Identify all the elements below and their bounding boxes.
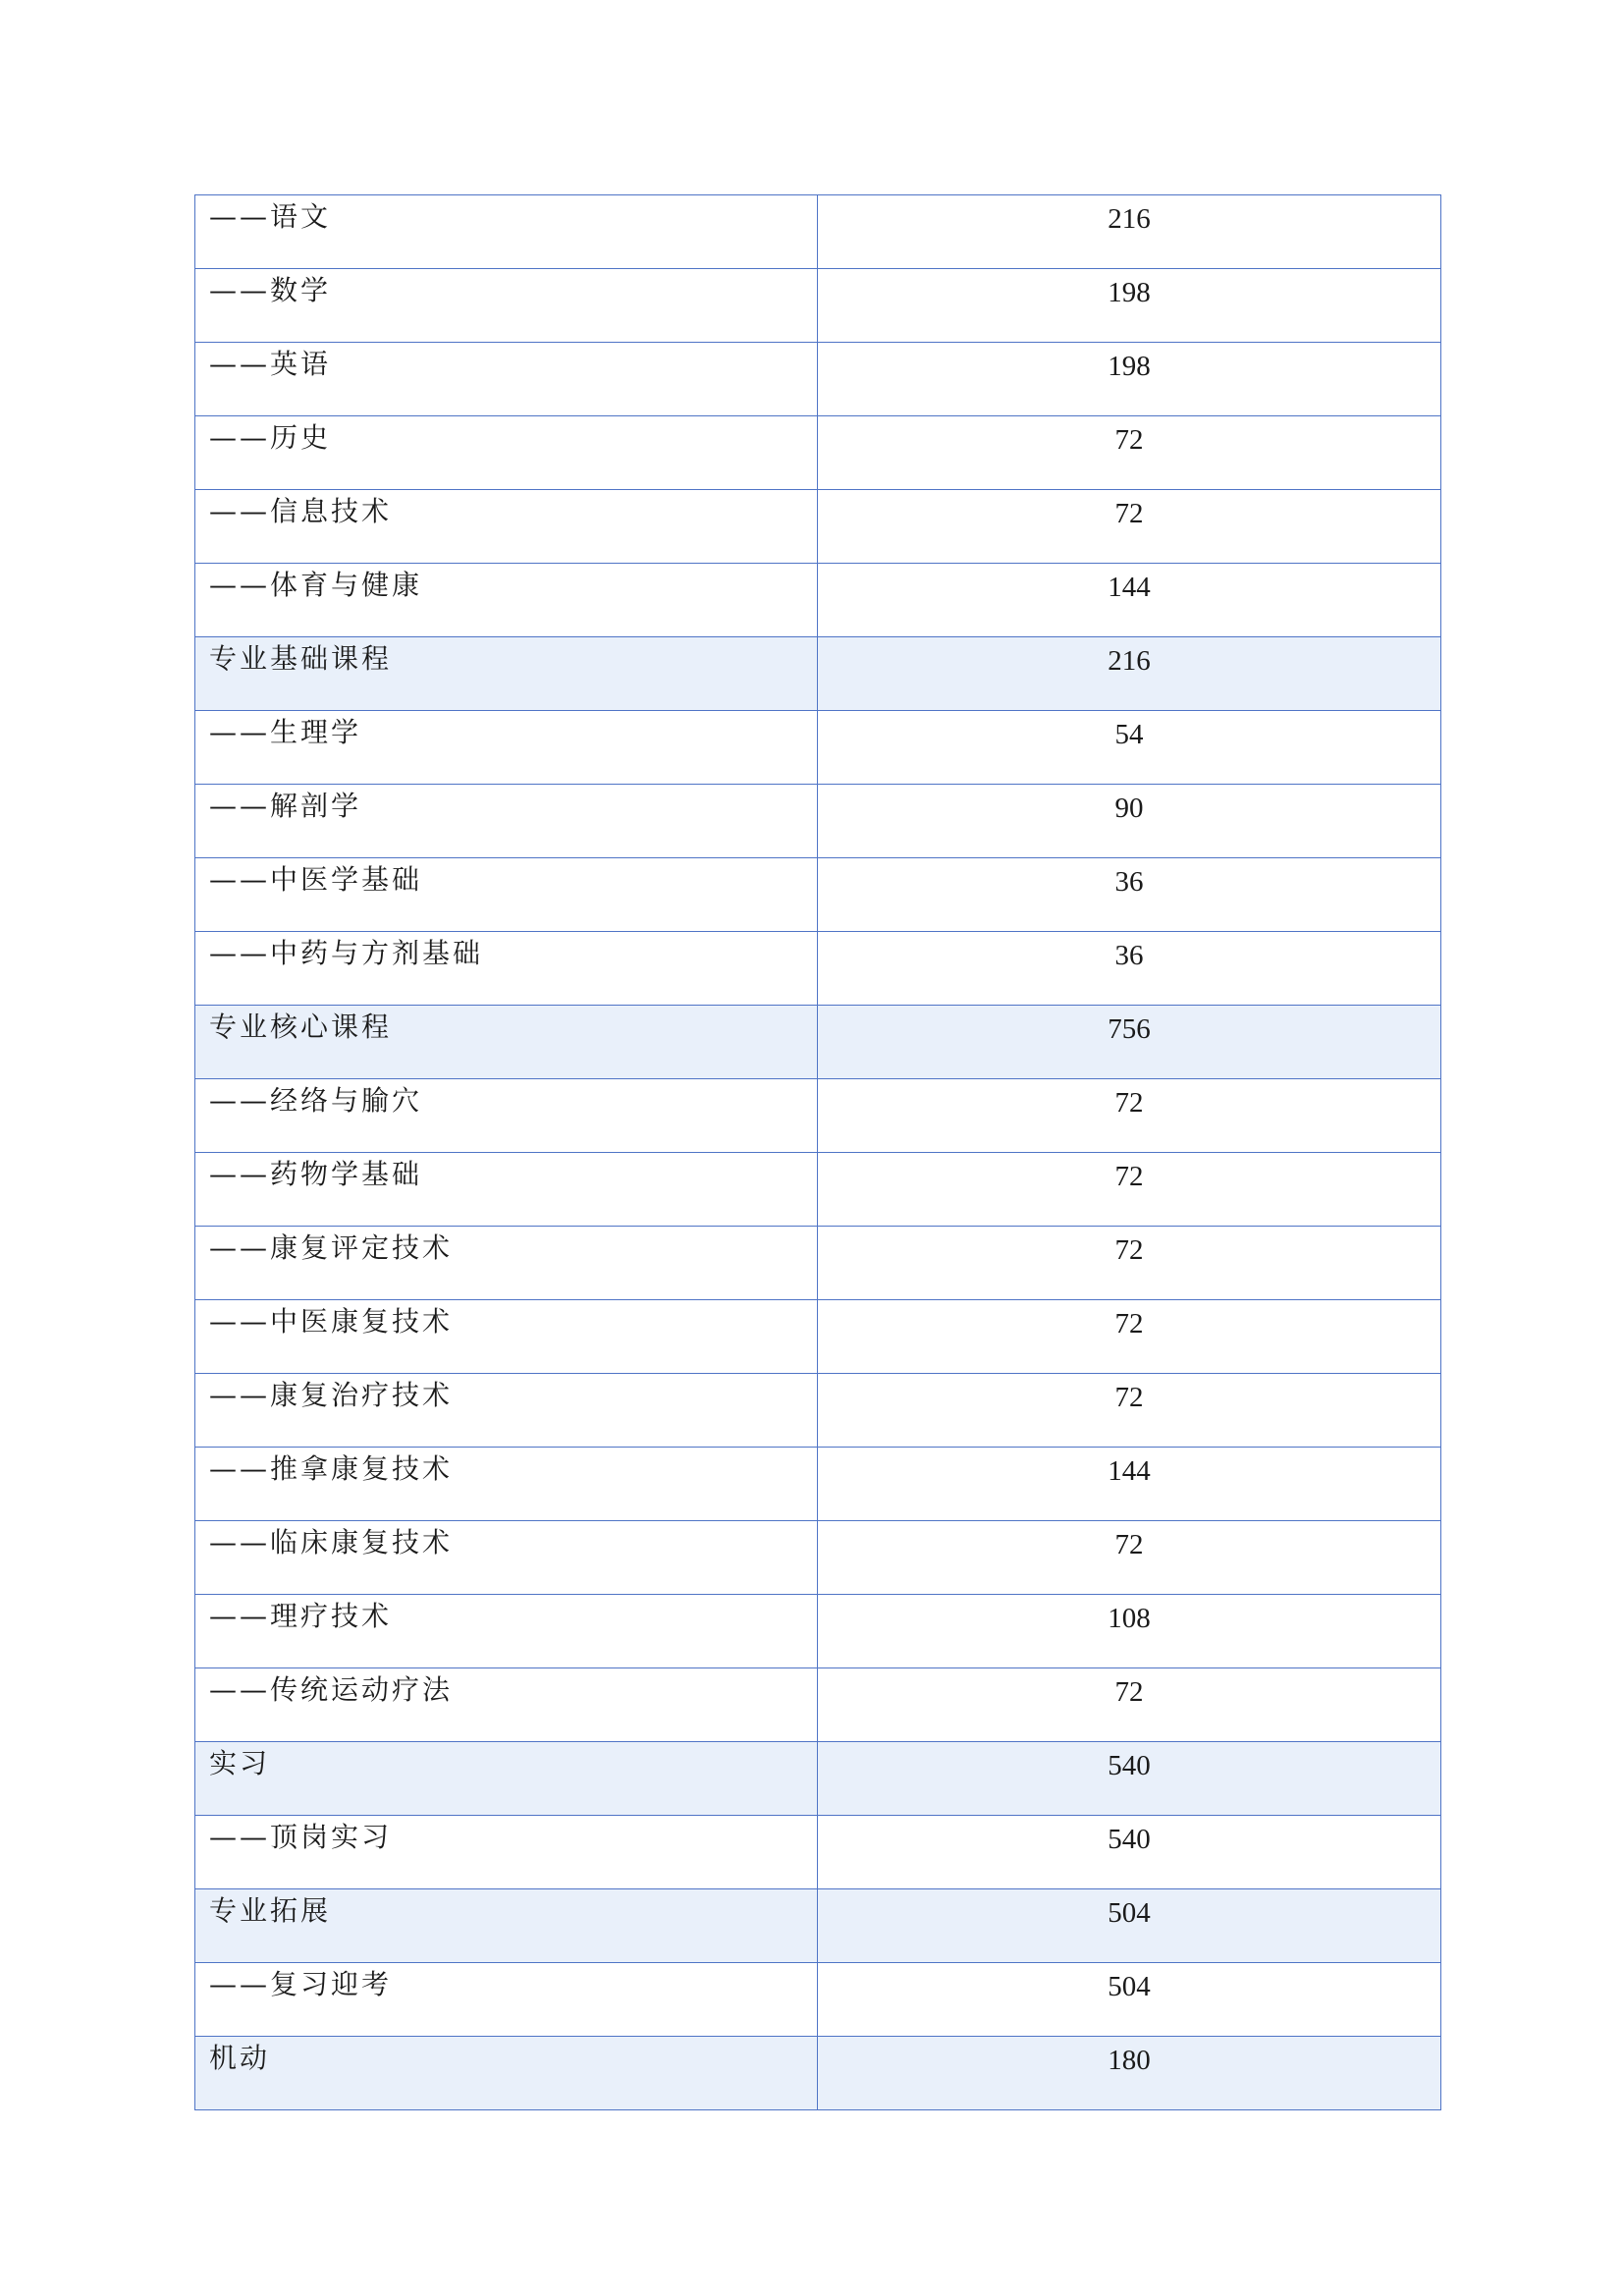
category-row <box>195 2037 1441 2110</box>
course-hours-cell: 72 <box>818 1300 1441 1374</box>
course-name-cell: ——中药与方剂基础 <box>195 932 818 1006</box>
course-name-cell: ——中医康复技术 <box>195 1300 818 1374</box>
course-name-cell: ——英语 <box>195 343 818 416</box>
table-row <box>195 269 1441 343</box>
table-row <box>195 1153 1441 1227</box>
course-hours-cell: 72 <box>818 416 1441 490</box>
category-hours-cell: 180 <box>818 2037 1441 2110</box>
course-hours-cell: 72 <box>818 1079 1441 1153</box>
course-hours-table <box>194 194 1441 2110</box>
course-hours-cell: 504 <box>818 1963 1441 2037</box>
table-row <box>195 932 1441 1006</box>
course-hours-cell: 36 <box>818 932 1441 1006</box>
course-name-cell: ——信息技术 <box>195 490 818 564</box>
category-name-cell: 专业基础课程 <box>195 637 818 711</box>
table-row <box>195 1448 1441 1521</box>
table-row <box>195 416 1441 490</box>
course-hours-cell: 72 <box>818 1153 1441 1227</box>
course-name-cell: ——解剖学 <box>195 785 818 858</box>
table-row <box>195 1595 1441 1668</box>
category-row <box>195 1006 1441 1079</box>
category-name-cell: 机动 <box>195 2037 818 2110</box>
table-row <box>195 1374 1441 1448</box>
course-hours-cell: 108 <box>818 1595 1441 1668</box>
table-row <box>195 1668 1441 1742</box>
table-row <box>195 195 1441 269</box>
table-row <box>195 490 1441 564</box>
table-row <box>195 711 1441 785</box>
table-row <box>195 1521 1441 1595</box>
course-name-cell: ——复习迎考 <box>195 1963 818 2037</box>
table-row <box>195 1079 1441 1153</box>
category-row <box>195 637 1441 711</box>
course-hours-cell: 540 <box>818 1816 1441 1889</box>
category-hours-cell: 216 <box>818 637 1441 711</box>
course-hours-cell: 90 <box>818 785 1441 858</box>
table-row <box>195 1227 1441 1300</box>
category-hours-cell: 756 <box>818 1006 1441 1079</box>
course-hours-cell: 72 <box>818 1521 1441 1595</box>
course-name-cell: ——生理学 <box>195 711 818 785</box>
table-row <box>195 343 1441 416</box>
category-hours-cell: 540 <box>818 1742 1441 1816</box>
table-row <box>195 1963 1441 2037</box>
course-name-cell: ——体育与健康 <box>195 564 818 637</box>
course-name-cell: ——语文 <box>195 195 818 269</box>
course-hours-cell: 216 <box>818 195 1441 269</box>
table-row <box>195 564 1441 637</box>
course-name-cell: ——传统运动疗法 <box>195 1668 818 1742</box>
course-name-cell: ——经络与腧穴 <box>195 1079 818 1153</box>
table-row <box>195 858 1441 932</box>
table-row <box>195 1300 1441 1374</box>
course-name-cell: ——药物学基础 <box>195 1153 818 1227</box>
course-name-cell: ——推拿康复技术 <box>195 1448 818 1521</box>
course-name-cell: ——数学 <box>195 269 818 343</box>
category-name-cell: 专业核心课程 <box>195 1006 818 1079</box>
course-name-cell: ——历史 <box>195 416 818 490</box>
course-hours-cell: 198 <box>818 269 1441 343</box>
course-hours-cell: 72 <box>818 490 1441 564</box>
category-name-cell: 专业拓展 <box>195 1889 818 1963</box>
course-name-cell: ——康复评定技术 <box>195 1227 818 1300</box>
course-name-cell: ——临床康复技术 <box>195 1521 818 1595</box>
category-name-cell: 实习 <box>195 1742 818 1816</box>
course-hours-cell: 144 <box>818 1448 1441 1521</box>
course-hours-cell: 144 <box>818 564 1441 637</box>
table-row <box>195 785 1441 858</box>
course-hours-cell: 36 <box>818 858 1441 932</box>
course-hours-table-body <box>195 195 1441 2110</box>
course-name-cell: ——顶岗实习 <box>195 1816 818 1889</box>
course-hours-cell: 72 <box>818 1227 1441 1300</box>
course-name-cell: ——康复治疗技术 <box>195 1374 818 1448</box>
course-name-cell: ——中医学基础 <box>195 858 818 932</box>
category-hours-cell: 504 <box>818 1889 1441 1963</box>
category-row <box>195 1889 1441 1963</box>
course-hours-cell: 54 <box>818 711 1441 785</box>
table-row <box>195 1816 1441 1889</box>
category-row <box>195 1742 1441 1816</box>
course-hours-cell: 72 <box>818 1668 1441 1742</box>
course-hours-cell: 72 <box>818 1374 1441 1448</box>
course-name-cell: ——理疗技术 <box>195 1595 818 1668</box>
course-hours-cell: 198 <box>818 343 1441 416</box>
